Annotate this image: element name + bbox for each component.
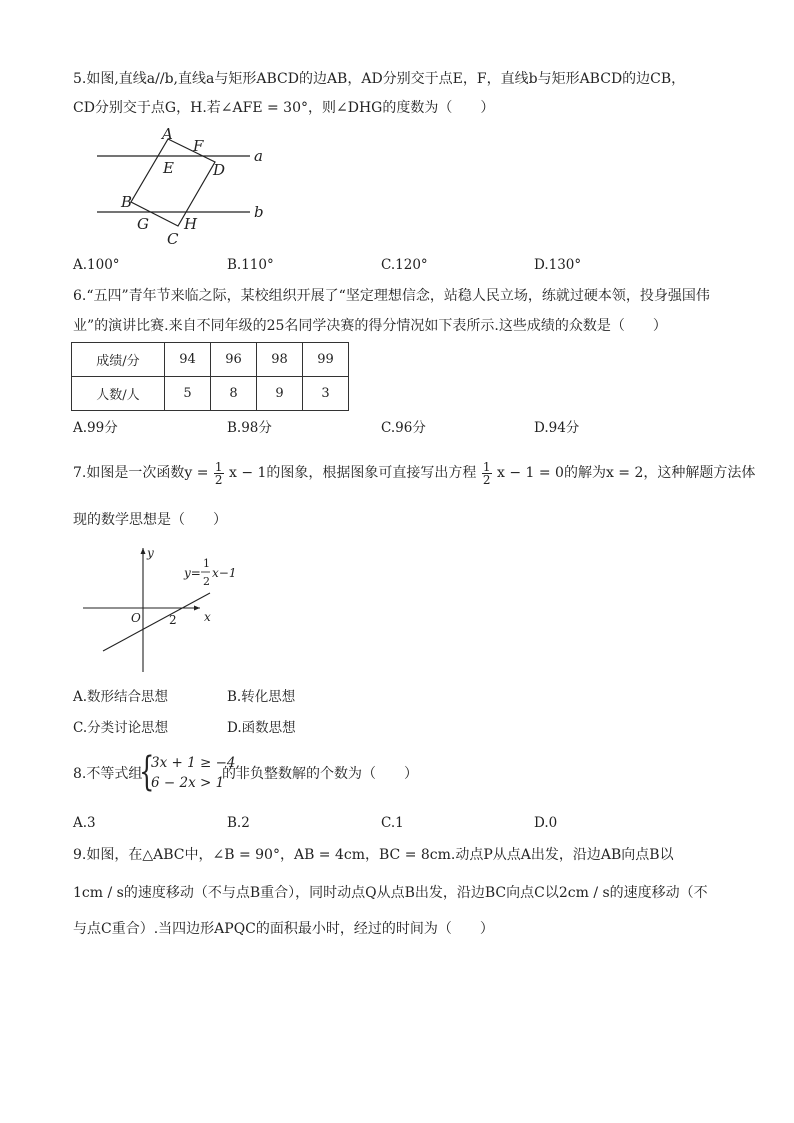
function-line bbox=[103, 593, 210, 651]
q6-option-a[interactable]: A.99分 bbox=[73, 420, 118, 436]
table-header-score: 成绩/分 bbox=[72, 343, 165, 377]
q5-label-D: D bbox=[213, 161, 226, 179]
q8-option-d[interactable]: D.0 bbox=[534, 815, 558, 831]
table-cell: 9 bbox=[257, 377, 303, 411]
q5-label-A: A bbox=[162, 125, 173, 143]
graph-label-origin: O bbox=[131, 611, 141, 625]
q5-text-line2: CD分别交于点G，H.若∠AFE = 30°，则∠DHG的度数为（ ） bbox=[73, 100, 495, 116]
q6-option-c[interactable]: C.96分 bbox=[381, 420, 426, 436]
graph-eq-den: 2 bbox=[203, 575, 210, 588]
q6-text-line1: 6.“五四”青年节来临之际，某校组织开展了“坚定理想信念，站稳人民立场，练就过硬本领，投身强国伟 bbox=[73, 288, 710, 304]
table-cell: 8 bbox=[211, 377, 257, 411]
graph-eq-suffix: x−1 bbox=[212, 566, 237, 580]
q9-text-line2: 1cm / s的速度移动（不与点B重合），同时动点Q从点B出发，沿边BC向点C以2cm / s的速度移动（不 bbox=[73, 885, 708, 901]
frac-num: 1 bbox=[482, 459, 491, 474]
q8-text-prefix: 8.不等式组 bbox=[73, 766, 143, 782]
q8-option-c[interactable]: C.1 bbox=[381, 815, 404, 831]
q6-option-d[interactable]: D.94分 bbox=[534, 420, 580, 436]
q7-text-part1: 7.如图是一次函数y = bbox=[73, 465, 209, 481]
q7-text-part2: x − 1的图象，根据图象可直接写出方程 bbox=[229, 465, 477, 481]
q5-label-G: G bbox=[137, 215, 149, 233]
q8-option-b[interactable]: B.2 bbox=[227, 815, 250, 831]
q7-graph bbox=[78, 540, 248, 675]
frac-num: 1 bbox=[214, 459, 223, 474]
graph-label-y: y bbox=[147, 546, 154, 560]
q8-inequality-2: 6 − 2x > 1 bbox=[151, 775, 225, 791]
q7-option-b[interactable]: B.转化思想 bbox=[227, 689, 296, 705]
q7-option-c[interactable]: C.分类讨论思想 bbox=[73, 720, 169, 736]
q5-option-b[interactable]: B.110° bbox=[227, 257, 274, 273]
q5-label-F: F bbox=[193, 137, 204, 155]
q5-label-b: b bbox=[254, 203, 264, 221]
q5-option-d[interactable]: D.130° bbox=[534, 257, 582, 273]
q6-score-table bbox=[71, 342, 349, 411]
q5-label-B: B bbox=[121, 193, 133, 211]
table-cell: 96 bbox=[211, 343, 257, 377]
q6-text-line2: 业”的演讲比赛.来自不同年级的25名同学决赛的得分情况如下表所示.这些成绩的众数是（ ） bbox=[73, 318, 667, 334]
q9-text-line3: 与点C重合）.当四边形APQC的面积最小时，经过的时间为（ ） bbox=[73, 921, 494, 937]
q7-text-line2: 现的数学思想是（ ） bbox=[73, 512, 227, 528]
table-cell: 3 bbox=[303, 377, 349, 411]
q5-option-a[interactable]: A.100° bbox=[73, 257, 120, 273]
table-cell: 94 bbox=[165, 343, 211, 377]
q7-text-line1 bbox=[73, 456, 755, 490]
q5-option-c[interactable]: C.120° bbox=[381, 257, 428, 273]
table-header-count: 人数/人 bbox=[72, 377, 165, 411]
x-axis-arrow-icon bbox=[194, 606, 200, 611]
q5-label-H: H bbox=[184, 215, 198, 233]
q5-label-a: a bbox=[254, 147, 263, 165]
frac-den: 2 bbox=[214, 472, 223, 487]
q8-inequality-1: 3x + 1 ≥ −4, bbox=[151, 755, 240, 771]
graph-eq-prefix: y= bbox=[184, 566, 201, 580]
q8-brace-icon: { bbox=[139, 749, 155, 795]
q5-label-E: E bbox=[163, 159, 174, 177]
table-cell: 98 bbox=[257, 343, 303, 377]
graph-label-x: x bbox=[204, 610, 211, 624]
table-row bbox=[72, 343, 349, 377]
graph-eq-num: 1 bbox=[203, 557, 210, 570]
q7-option-d[interactable]: D.函数思想 bbox=[227, 720, 296, 736]
q8-text-suffix: 的非负整数解的个数为（ ） bbox=[222, 766, 418, 782]
q7-text-part3: x − 1 = 0的解为x = 2，这种解题方法体 bbox=[496, 465, 756, 481]
q7-fraction-2 bbox=[482, 461, 492, 486]
q9-text-line1: 9.如图，在△ABC中，∠B = 90°，AB = 4cm，BC = 8cm.动点P从点A出发，沿边AB向点B以 bbox=[73, 847, 674, 863]
q8-option-a[interactable]: A.3 bbox=[73, 815, 96, 831]
y-axis-arrow-icon bbox=[141, 548, 146, 554]
q6-option-b[interactable]: B.98分 bbox=[227, 420, 272, 436]
q5-figure bbox=[92, 125, 292, 250]
frac-den: 2 bbox=[482, 472, 491, 487]
q7-option-a[interactable]: A.数形结合思想 bbox=[73, 689, 169, 705]
q7-fraction-1 bbox=[214, 461, 224, 486]
q5-text-line1: 5.如图,直线a//b,直线a与矩形ABCD的边AB，AD分别交于点E，F，直线b与矩形ABCD的边CB， bbox=[73, 71, 686, 87]
table-cell: 5 bbox=[165, 377, 211, 411]
table-cell: 99 bbox=[303, 343, 349, 377]
table-row bbox=[72, 377, 349, 411]
q5-label-C: C bbox=[167, 230, 179, 248]
graph-label-two: 2 bbox=[169, 613, 177, 627]
